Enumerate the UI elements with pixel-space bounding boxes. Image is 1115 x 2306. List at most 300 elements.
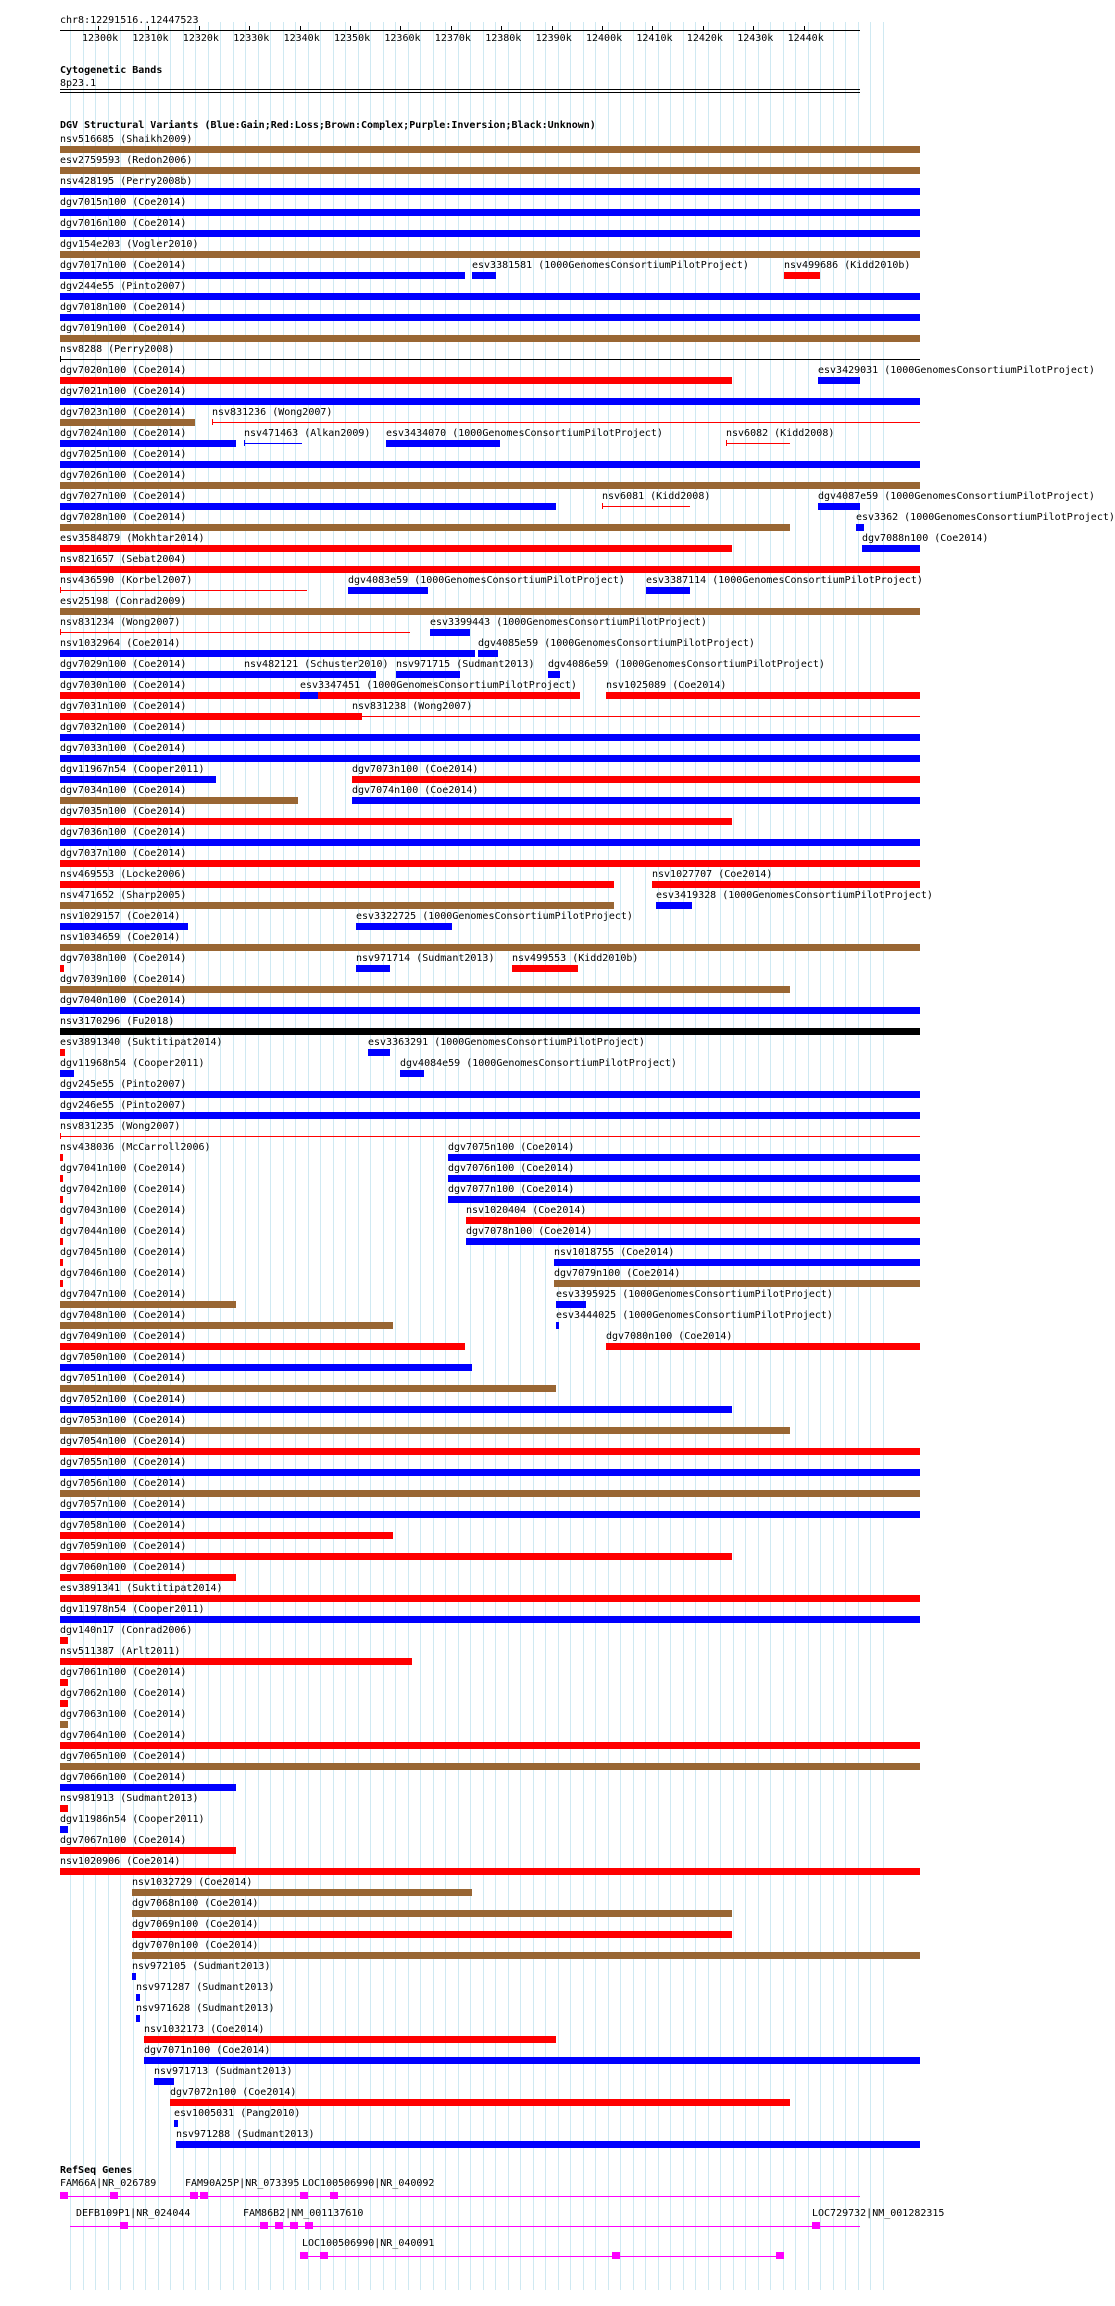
variant-bar	[60, 1448, 920, 1455]
ruler-tick-label: 12370k	[434, 33, 471, 44]
gridline	[83, 22, 84, 2290]
variant-label: dgv7059n100 (Coe2014)	[60, 1541, 187, 1552]
variant-bar	[60, 1070, 74, 1077]
variant-bar	[60, 1406, 732, 1413]
variant-label: dgv7067n100 (Coe2014)	[60, 1835, 187, 1846]
ruler-tick	[300, 26, 301, 31]
variant-bar	[60, 314, 920, 321]
variant-label: dgv7077n100 (Coe2014)	[448, 1184, 575, 1195]
variant-label: dgv7020n100 (Coe2014)	[60, 365, 187, 376]
ruler-tick-label: 12420k	[686, 33, 723, 44]
variant-bar	[244, 674, 322, 675]
variant-label: dgv7043n100 (Coe2014)	[60, 1205, 187, 1216]
variant-bar	[60, 1742, 920, 1749]
variant-label: dgv7036n100 (Coe2014)	[60, 827, 187, 838]
variant-label: dgv7026n100 (Coe2014)	[60, 470, 187, 481]
variant-label: dgv7073n100 (Coe2014)	[352, 764, 479, 775]
variant-bar	[60, 1721, 68, 1728]
variant-label: dgv154e203 (Vogler2010)	[60, 239, 199, 250]
variant-bar	[396, 671, 460, 678]
variant-bar	[60, 1700, 68, 1707]
variant-label: dgv7071n100 (Coe2014)	[144, 2045, 271, 2056]
variant-bar	[300, 692, 318, 699]
ruler-tick	[804, 26, 805, 31]
variant-bar	[154, 2078, 174, 2085]
ruler-tick-label: 12360k	[384, 33, 421, 44]
variant-label: nsv482121 (Schuster2010)	[244, 659, 389, 670]
variant-label: dgv4086e59 (1000GenomesConsortiumPilotProject)	[548, 659, 825, 670]
variant-bar	[60, 1322, 393, 1329]
variant-bar	[60, 776, 216, 783]
variant-label: esv1005031 (Pang2010)	[174, 2108, 301, 2119]
variant-bar	[430, 629, 470, 636]
variant-bar	[60, 377, 732, 384]
variant-bar	[60, 1238, 63, 1245]
variant-bar	[60, 461, 920, 468]
ruler-tick	[199, 26, 200, 31]
variant-bar	[60, 923, 188, 930]
variant-bar	[60, 230, 920, 237]
variant-label: dgv7023n100 (Coe2014)	[60, 407, 187, 418]
variant-bar	[132, 1973, 136, 1980]
variant-label: dgv7078n100 (Coe2014)	[466, 1226, 593, 1237]
variant-bar	[478, 650, 498, 657]
variant-label: dgv246e55 (Pinto2007)	[60, 1100, 187, 1111]
variant-bar	[656, 902, 692, 909]
variant-label: nsv831235 (Wong2007)	[60, 1121, 181, 1132]
variant-bar	[60, 146, 920, 153]
variant-label: dgv7016n100 (Coe2014)	[60, 218, 187, 229]
cytoband-title: Cytogenetic Bands	[60, 65, 163, 76]
variant-end	[244, 440, 245, 446]
variant-bar	[60, 692, 580, 699]
variant-label: nsv6082 (Kidd2008)	[726, 428, 835, 439]
variant-label: nsv516685 (Shaikh2009)	[60, 134, 193, 145]
gridline	[70, 22, 71, 2290]
variant-bar	[60, 1868, 920, 1875]
variant-label: dgv7015n100 (Coe2014)	[60, 197, 187, 208]
variant-bar	[60, 1469, 920, 1476]
variant-bar	[60, 209, 920, 216]
variant-label: dgv7079n100 (Coe2014)	[554, 1268, 681, 1279]
variant-label: esv3584879 (Mokhtar2014)	[60, 533, 205, 544]
variant-bar	[60, 1007, 920, 1014]
variant-bar	[60, 1364, 472, 1371]
variant-label: nsv1032729 (Coe2014)	[132, 1877, 253, 1888]
variant-label: dgv7064n100 (Coe2014)	[60, 1730, 187, 1741]
gene-exon	[60, 2192, 68, 2199]
ruler-tick-label: 12320k	[182, 33, 219, 44]
variant-label: nsv1032173 (Coe2014)	[144, 2024, 265, 2035]
variant-label: nsv1018755 (Coe2014)	[554, 1247, 675, 1258]
variant-bar	[60, 1196, 63, 1203]
variant-bar	[556, 1322, 559, 1329]
gridline	[445, 22, 446, 2290]
variant-label: dgv7060n100 (Coe2014)	[60, 1562, 187, 1573]
gridline	[345, 22, 346, 2290]
gene-exon	[120, 2222, 128, 2229]
variant-label: esv3891341 (Suktitipat2014)	[60, 1583, 223, 1594]
variant-bar	[60, 1427, 790, 1434]
variant-bar	[60, 1805, 68, 1812]
variant-bar	[60, 755, 920, 762]
variant-label: dgv7088n100 (Coe2014)	[862, 533, 989, 544]
variant-bar	[554, 1280, 920, 1287]
variant-label: nsv831236 (Wong2007)	[212, 407, 333, 418]
variant-label: esv3347451 (1000GenomesConsortiumPilotProject)	[300, 680, 577, 691]
ruler-tick	[602, 26, 603, 31]
variant-label: nsv971713 (Sudmant2013)	[154, 2066, 293, 2077]
variant-label: dgv7054n100 (Coe2014)	[60, 1436, 187, 1447]
variant-bar	[60, 797, 298, 804]
variant-bar	[400, 1070, 424, 1077]
variant-label: nsv831234 (Wong2007)	[60, 617, 181, 628]
variant-label: dgv11968n54 (Cooper2011)	[60, 1058, 205, 1069]
variant-bar	[60, 965, 64, 972]
gridline	[370, 22, 371, 2290]
variant-label: nsv511387 (Arlt2011)	[60, 1646, 181, 1657]
variant-bar	[352, 797, 920, 804]
variant-bar	[60, 1301, 236, 1308]
gene-exon	[320, 2252, 328, 2259]
position-label: chr8:12291516..12447523	[60, 15, 199, 26]
variant-bar	[556, 1301, 586, 1308]
variant-bar	[244, 443, 302, 444]
variant-bar	[144, 2036, 556, 2043]
gene-exon	[330, 2192, 338, 2199]
variant-end	[60, 356, 61, 362]
variant-label: dgv7048n100 (Coe2014)	[60, 1310, 187, 1321]
variant-label: dgv7062n100 (Coe2014)	[60, 1688, 187, 1699]
variant-label: esv3891340 (Suktitipat2014)	[60, 1037, 223, 1048]
variant-bar	[60, 1112, 920, 1119]
variant-bar	[60, 839, 920, 846]
ruler-axis	[60, 30, 860, 31]
gene-label: FAM66A|NR_026789	[60, 2178, 157, 2189]
gene-label: FAM86B2|NM_001137610	[243, 2208, 364, 2219]
gridline	[395, 22, 396, 2290]
variant-bar	[386, 440, 500, 447]
variant-bar	[862, 545, 920, 552]
ruler-tick	[400, 26, 401, 31]
variant-bar	[60, 881, 614, 888]
gridline	[333, 22, 334, 2290]
variant-bar	[60, 1616, 920, 1623]
gridline	[420, 22, 421, 2290]
variant-label: dgv7049n100 (Coe2014)	[60, 1331, 187, 1342]
variant-bar	[60, 1658, 412, 1665]
variant-bar	[398, 944, 920, 951]
variant-label: nsv971287 (Sudmant2013)	[136, 1982, 275, 1993]
ruler-tick-label: 12350k	[334, 33, 371, 44]
variant-label: dgv4083e59 (1000GenomesConsortiumPilotProject)	[348, 575, 625, 586]
gridline	[283, 22, 284, 2290]
variant-bar	[726, 443, 790, 444]
gene-exon	[275, 2222, 283, 2229]
variant-label: esv3387114 (1000GenomesConsortiumPilotProject)	[646, 575, 923, 586]
gridline	[295, 22, 296, 2290]
variant-label: dgv7061n100 (Coe2014)	[60, 1667, 187, 1678]
variant-label: nsv8288 (Perry2008)	[60, 344, 175, 355]
variant-label: dgv7034n100 (Coe2014)	[60, 785, 187, 796]
variant-bar	[60, 860, 920, 867]
variant-bar	[60, 482, 920, 489]
variant-bar	[356, 923, 452, 930]
variant-label: nsv971715 (Sudmant2013)	[396, 659, 535, 670]
variant-label: dgv7070n100 (Coe2014)	[132, 1940, 259, 1951]
gene-label: LOC100506990|NR_040091	[302, 2238, 435, 2249]
variant-label: dgv7046n100 (Coe2014)	[60, 1268, 187, 1279]
variant-bar	[60, 335, 920, 342]
ruler-tick	[350, 26, 351, 31]
ruler-tick	[249, 26, 250, 31]
variant-label: dgv7021n100 (Coe2014)	[60, 386, 187, 397]
variant-end	[212, 419, 213, 425]
variant-label: dgv7047n100 (Coe2014)	[60, 1289, 187, 1300]
variant-bar	[136, 1994, 140, 2001]
variant-label: dgv7055n100 (Coe2014)	[60, 1457, 187, 1468]
variant-bar	[356, 965, 390, 972]
cytoband-label: 8p23.1	[60, 78, 97, 89]
variant-label: esv3363291 (1000GenomesConsortiumPilotProject)	[368, 1037, 645, 1048]
variant-label: nsv1025089 (Coe2014)	[606, 680, 727, 691]
variant-label: nsv1020906 (Coe2014)	[60, 1856, 181, 1867]
variant-label: nsv821657 (Sebat2004)	[60, 554, 187, 565]
variant-label: esv3434070 (1000GenomesConsortiumPilotProject)	[386, 428, 663, 439]
variant-bar	[60, 272, 465, 279]
ruler-tick	[552, 26, 553, 31]
variant-label: esv3395925 (1000GenomesConsortiumPilotProject)	[556, 1289, 833, 1300]
variant-label: nsv831238 (Wong2007)	[352, 701, 473, 712]
variant-label: dgv7032n100 (Coe2014)	[60, 722, 187, 733]
refseq-title: RefSeq Genes	[60, 2165, 133, 2176]
gridline	[120, 22, 121, 2290]
variant-bar	[60, 1385, 556, 1392]
variant-label: dgv11986n54 (Cooper2011)	[60, 1814, 205, 1825]
variant-label: nsv471463 (Alkan2009)	[244, 428, 371, 439]
variant-label: dgv11967n54 (Cooper2011)	[60, 764, 205, 775]
variant-bar	[818, 503, 860, 510]
variant-label: nsv3170296 (Fu2018)	[60, 1016, 175, 1027]
variant-bar	[60, 1511, 920, 1518]
variant-label: dgv7024n100 (Coe2014)	[60, 428, 187, 439]
variant-end	[352, 713, 353, 719]
variant-bar	[606, 692, 920, 699]
variant-bar	[132, 1952, 920, 1959]
variant-label: dgv4087e59 (1000GenomesConsortiumPilotProject)	[818, 491, 1095, 502]
gene-label: LOC100506990|NR_040092	[302, 2178, 435, 2189]
variant-bar	[60, 650, 475, 657]
ruler-tick-label: 12310k	[132, 33, 169, 44]
variant-bar	[60, 1343, 465, 1350]
ruler-tick-label: 12390k	[535, 33, 572, 44]
ruler-tick-label: 12400k	[586, 33, 623, 44]
variant-label: nsv6081 (Kidd2008)	[602, 491, 711, 502]
variant-label: dgv7057n100 (Coe2014)	[60, 1499, 187, 1510]
variant-bar	[60, 1091, 920, 1098]
variant-label: dgv7052n100 (Coe2014)	[60, 1394, 187, 1405]
variant-label: dgv11978n54 (Cooper2011)	[60, 1604, 205, 1615]
gridline	[270, 22, 271, 2290]
variant-bar	[132, 1889, 472, 1896]
variant-bar	[60, 1490, 920, 1497]
variant-bar	[60, 503, 556, 510]
variant-bar	[818, 377, 860, 384]
variant-label: nsv971714 (Sudmant2013)	[356, 953, 495, 964]
variant-label: dgv7018n100 (Coe2014)	[60, 302, 187, 313]
variant-label: nsv1029157 (Coe2014)	[60, 911, 181, 922]
variant-bar	[212, 422, 920, 423]
variant-label: dgv7039n100 (Coe2014)	[60, 974, 187, 985]
variant-bar	[60, 359, 920, 360]
variant-bar	[472, 272, 496, 279]
ruler-tick	[451, 26, 452, 31]
variant-end	[60, 587, 61, 593]
ruler-tick-label: 12440k	[787, 33, 824, 44]
variant-bar	[448, 1196, 920, 1203]
variant-label: esv3362 (1000GenomesConsortiumPilotProject)	[856, 512, 1115, 523]
gene-exon	[300, 2192, 308, 2199]
variant-bar	[466, 1217, 920, 1224]
variant-end	[60, 1133, 61, 1139]
variant-label: dgv7051n100 (Coe2014)	[60, 1373, 187, 1384]
gene-exon	[260, 2222, 268, 2229]
gridline	[358, 22, 359, 2290]
variant-bar	[548, 671, 560, 678]
variant-label: dgv4084e59 (1000GenomesConsortiumPilotProject)	[400, 1058, 677, 1069]
variant-bar	[60, 398, 920, 405]
variant-bar	[60, 566, 920, 573]
variant-label: nsv499686 (Kidd2010b)	[784, 260, 911, 271]
variant-label: nsv428195 (Perry2008b)	[60, 176, 193, 187]
gene-exon	[200, 2192, 208, 2199]
ruler-tick-label: 12330k	[233, 33, 270, 44]
variant-end	[60, 629, 61, 635]
variant-label: nsv471652 (Sharp2005)	[60, 890, 187, 901]
gridline	[95, 22, 96, 2290]
variant-bar	[348, 587, 428, 594]
variant-bar	[646, 587, 690, 594]
variant-bar	[554, 1259, 920, 1266]
variant-label: nsv1032964 (Coe2014)	[60, 638, 181, 649]
variant-label: esv2759593 (Redon2006)	[60, 155, 193, 166]
variant-bar	[512, 965, 578, 972]
variant-bar	[60, 188, 920, 195]
variant-bar	[60, 632, 410, 633]
gridline	[108, 22, 109, 2290]
variant-label: dgv7045n100 (Coe2014)	[60, 1247, 187, 1258]
variant-bar	[60, 1028, 920, 1035]
variant-bar	[602, 506, 690, 507]
gene-line	[70, 2226, 860, 2227]
variant-bar	[60, 713, 362, 720]
ruler-tick-label: 12300k	[82, 33, 119, 44]
gene-exon	[190, 2192, 198, 2199]
variant-label: dgv7035n100 (Coe2014)	[60, 806, 187, 817]
variant-label: dgv7027n100 (Coe2014)	[60, 491, 187, 502]
variant-label: dgv7069n100 (Coe2014)	[132, 1919, 259, 1930]
variant-bar	[448, 1175, 920, 1182]
variant-label: dgv7056n100 (Coe2014)	[60, 1478, 187, 1489]
variant-label: esv3419328 (1000GenomesConsortiumPilotProject)	[656, 890, 933, 901]
variant-label: dgv7042n100 (Coe2014)	[60, 1184, 187, 1195]
variant-label: dgv7025n100 (Coe2014)	[60, 449, 187, 460]
variant-bar	[60, 1136, 920, 1137]
variant-label: dgv7080n100 (Coe2014)	[606, 1331, 733, 1342]
variant-label: nsv981913 (Sudmant2013)	[60, 1793, 199, 1804]
variant-label: dgv7058n100 (Coe2014)	[60, 1520, 187, 1531]
gene-exon	[612, 2252, 620, 2259]
variant-label: esv3399443 (1000GenomesConsortiumPilotProject)	[430, 617, 707, 628]
variant-label: dgv7029n100 (Coe2014)	[60, 659, 187, 670]
gridline	[433, 22, 434, 2290]
variant-label: dgv7031n100 (Coe2014)	[60, 701, 187, 712]
variant-bar	[60, 419, 195, 426]
variant-bar	[60, 1826, 68, 1833]
variant-label: nsv1034659 (Coe2014)	[60, 932, 181, 943]
ruler-tick	[703, 26, 704, 31]
variant-bar	[448, 1154, 920, 1161]
variant-label: dgv7065n100 (Coe2014)	[60, 1751, 187, 1762]
ruler-tick-label: 12380k	[485, 33, 522, 44]
variant-label: dgv7074n100 (Coe2014)	[352, 785, 479, 796]
variant-label: dgv7075n100 (Coe2014)	[448, 1142, 575, 1153]
gene-exon	[110, 2192, 118, 2199]
variant-bar	[60, 1847, 236, 1854]
variant-bar	[60, 440, 236, 447]
gene-exon	[290, 2222, 298, 2229]
variant-label: nsv499553 (Kidd2010b)	[512, 953, 639, 964]
variant-bar	[60, 1175, 63, 1182]
variant-label: dgv7033n100 (Coe2014)	[60, 743, 187, 754]
variant-bar	[60, 545, 732, 552]
ruler-tick	[753, 26, 754, 31]
gene-label: FAM90A25P|NR_073395	[185, 2178, 300, 2189]
gene-line	[60, 2196, 860, 2197]
variant-bar	[368, 1049, 390, 1056]
variant-label: dgv7030n100 (Coe2014)	[60, 680, 187, 691]
variant-bar	[60, 1637, 68, 1644]
variant-bar	[60, 1532, 393, 1539]
variant-bar	[170, 2099, 790, 2106]
gene-line	[300, 2256, 780, 2257]
variant-label: dgv7044n100 (Coe2014)	[60, 1226, 187, 1237]
variant-bar	[60, 167, 920, 174]
gene-label: DEFB109P1|NR_024044	[76, 2208, 191, 2219]
ruler-tick	[148, 26, 149, 31]
variant-label: dgv140n17 (Conrad2006)	[60, 1625, 193, 1636]
variant-bar	[132, 1910, 732, 1917]
variant-bar	[60, 524, 790, 531]
variant-label: nsv972105 (Sudmant2013)	[132, 1961, 271, 1972]
variant-bar	[60, 1679, 68, 1686]
variant-label: esv25198 (Conrad2009)	[60, 596, 187, 607]
variant-label: dgv245e55 (Pinto2007)	[60, 1079, 187, 1090]
variant-bar	[60, 293, 920, 300]
variant-label: esv3429031 (1000GenomesConsortiumPilotProject)	[818, 365, 1095, 376]
variant-label: dgv7068n100 (Coe2014)	[132, 1898, 259, 1909]
variant-label: dgv7040n100 (Coe2014)	[60, 995, 187, 1006]
variant-bar	[60, 902, 614, 909]
variant-end	[726, 440, 727, 446]
variant-label: nsv971288 (Sudmant2013)	[176, 2129, 315, 2140]
variant-label: dgv4085e59 (1000GenomesConsortiumPilotProject)	[478, 638, 755, 649]
dgv-title: DGV Structural Variants (Blue:Gain;Red:Loss;Brown:Complex;Purple:Inversion;Black:Unknown)	[60, 120, 596, 131]
ruler-tick	[652, 26, 653, 31]
variant-label: dgv7038n100 (Coe2014)	[60, 953, 187, 964]
cytoband-line-1	[60, 89, 860, 90]
variant-bar	[60, 734, 920, 741]
